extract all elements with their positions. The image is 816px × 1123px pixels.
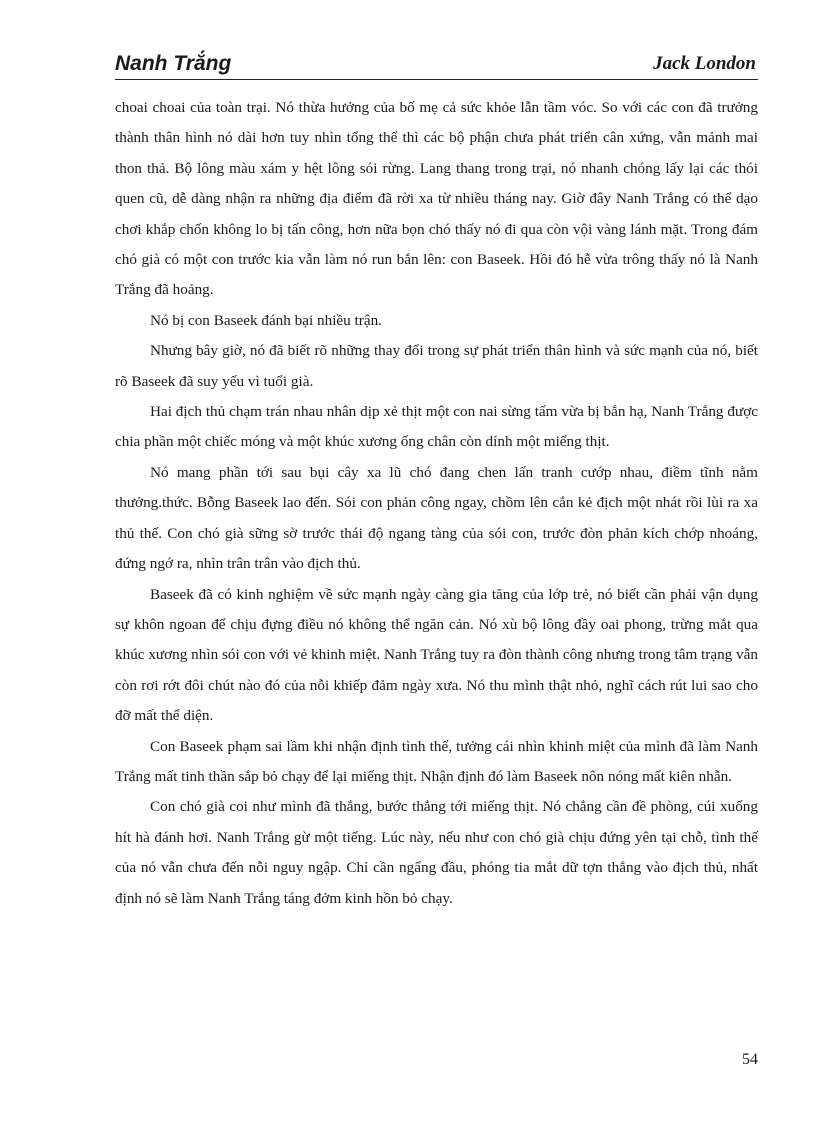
author-name: Jack London — [653, 53, 756, 74]
paragraph: Baseek đã có kinh nghiệm về sức mạnh ngày càng gia tăng của lớp trẻ, nó biết cần phải vận dụng sự khôn ngoan để chịu đựng điều nó không thể ngăn cản. Nó xù bộ lông đầy oai phong, trừng mắt qua khúc xương nhìn sói con với vẻ khinh miệt. Nanh Trắng tuy ra đòn thành công nhưng trong tâm trạng vẫn còn rơi rớt đôi chút nào đó của nỗi khiếp đảm ngày xưa. Nó thu mình thật nhỏ, nghĩ cách rút lui sao cho đỡ mất thể diện. — [115, 585, 758, 725]
book-title: Nanh Trắng — [115, 52, 232, 75]
paragraph: choai choai của toàn trại. Nó thừa hưởng của bố mẹ cả sức khỏe lẫn tầm vóc. So với các con đã trưởng thành thân hình nó dài hơn tuy nhìn tổng thể thì các bộ phận chưa phát triển cân xứng, vẫn mảnh mai thon thả. Bộ lông màu xám y hệt lông sói rừng. Lang thang trong trại, nó nhanh chóng lấy lại các thói quen cũ, dễ dàng nhận ra những địa điểm đã rời xa từ nhiều tháng nay. Giờ đây Nanh Trắng có thể dạo chơi khắp chốn không lo bị tấn công, hơn nữa bọn chó thấy nó đi qua còn vội vàng lánh mặt. Trong đám chó già có một con trước kia vẫn làm nó run bắn lên: con Baseek. Hồi đó hễ vừa trông thấy nó là Nanh Trắng đã hoảng. — [115, 99, 758, 299]
paragraph: Con Baseek phạm sai lầm khi nhận định tình thế, tưởng cái nhìn khinh miệt của mình đã làm Nanh Trắng mất tinh thần sắp bỏ chạy để lại miếng thịt. Nhận định đó làm Baseek nôn nóng mất kiên nhẫn. — [115, 737, 758, 785]
chapter-body — [115, 93, 758, 914]
paragraph: Nó bị con Baseek đánh bại nhiều trận. — [150, 311, 382, 329]
paragraph: Hai địch thủ chạm trán nhau nhân dịp xẻ thịt một con nai sừng tấm vừa bị bắn hạ, Nanh Trắng được chia phần một chiếc móng và một khúc xương ống chân còn dính một miếng thịt. — [115, 403, 758, 451]
page-number: 54 — [742, 1051, 758, 1068]
paragraph: Con chó già coi như mình đã thắng, bước thẳng tới miếng thịt. Nó chẳng cần đề phòng, cúi xuống hít hà đánh hơi. Nanh Trắng gừ một tiếng. Lúc này, nếu như con chó già chịu đứng yên tại chỗ, tình thế của nó vẫn chưa đến nỗi nguy ngập. Chỉ cần ngẩng đầu, phóng tia mắt dữ tợn thẳng vào địch thủ, nhất định nó sẽ làm Nanh Trắng táng đởm kinh hồn bỏ chạy. — [115, 798, 758, 907]
paragraph: Nó mang phần tới sau bụi cây xa lũ chó đang chen lấn tranh cướp nhau, điềm tĩnh nằm thưởng.thức. Bỗng Baseek lao đến. Sói con phản công ngay, chồm lên cắn kẻ địch một nhát rồi lùi ra xa thủ thế. Con chó già sững sờ trước thái độ ngang tàng của sói con, trước đòn phản kích chớp nhoáng, đứng ngớ ra, nhìn trân trân vào địch thủ. — [115, 463, 758, 573]
paragraph: Nhưng bây giờ, nó đã biết rõ những thay đổi trong sự phát triển thân hình và sức mạnh của nó, biết rõ Baseek đã suy yếu vì tuổi già. — [115, 342, 758, 390]
page-header — [115, 50, 758, 80]
